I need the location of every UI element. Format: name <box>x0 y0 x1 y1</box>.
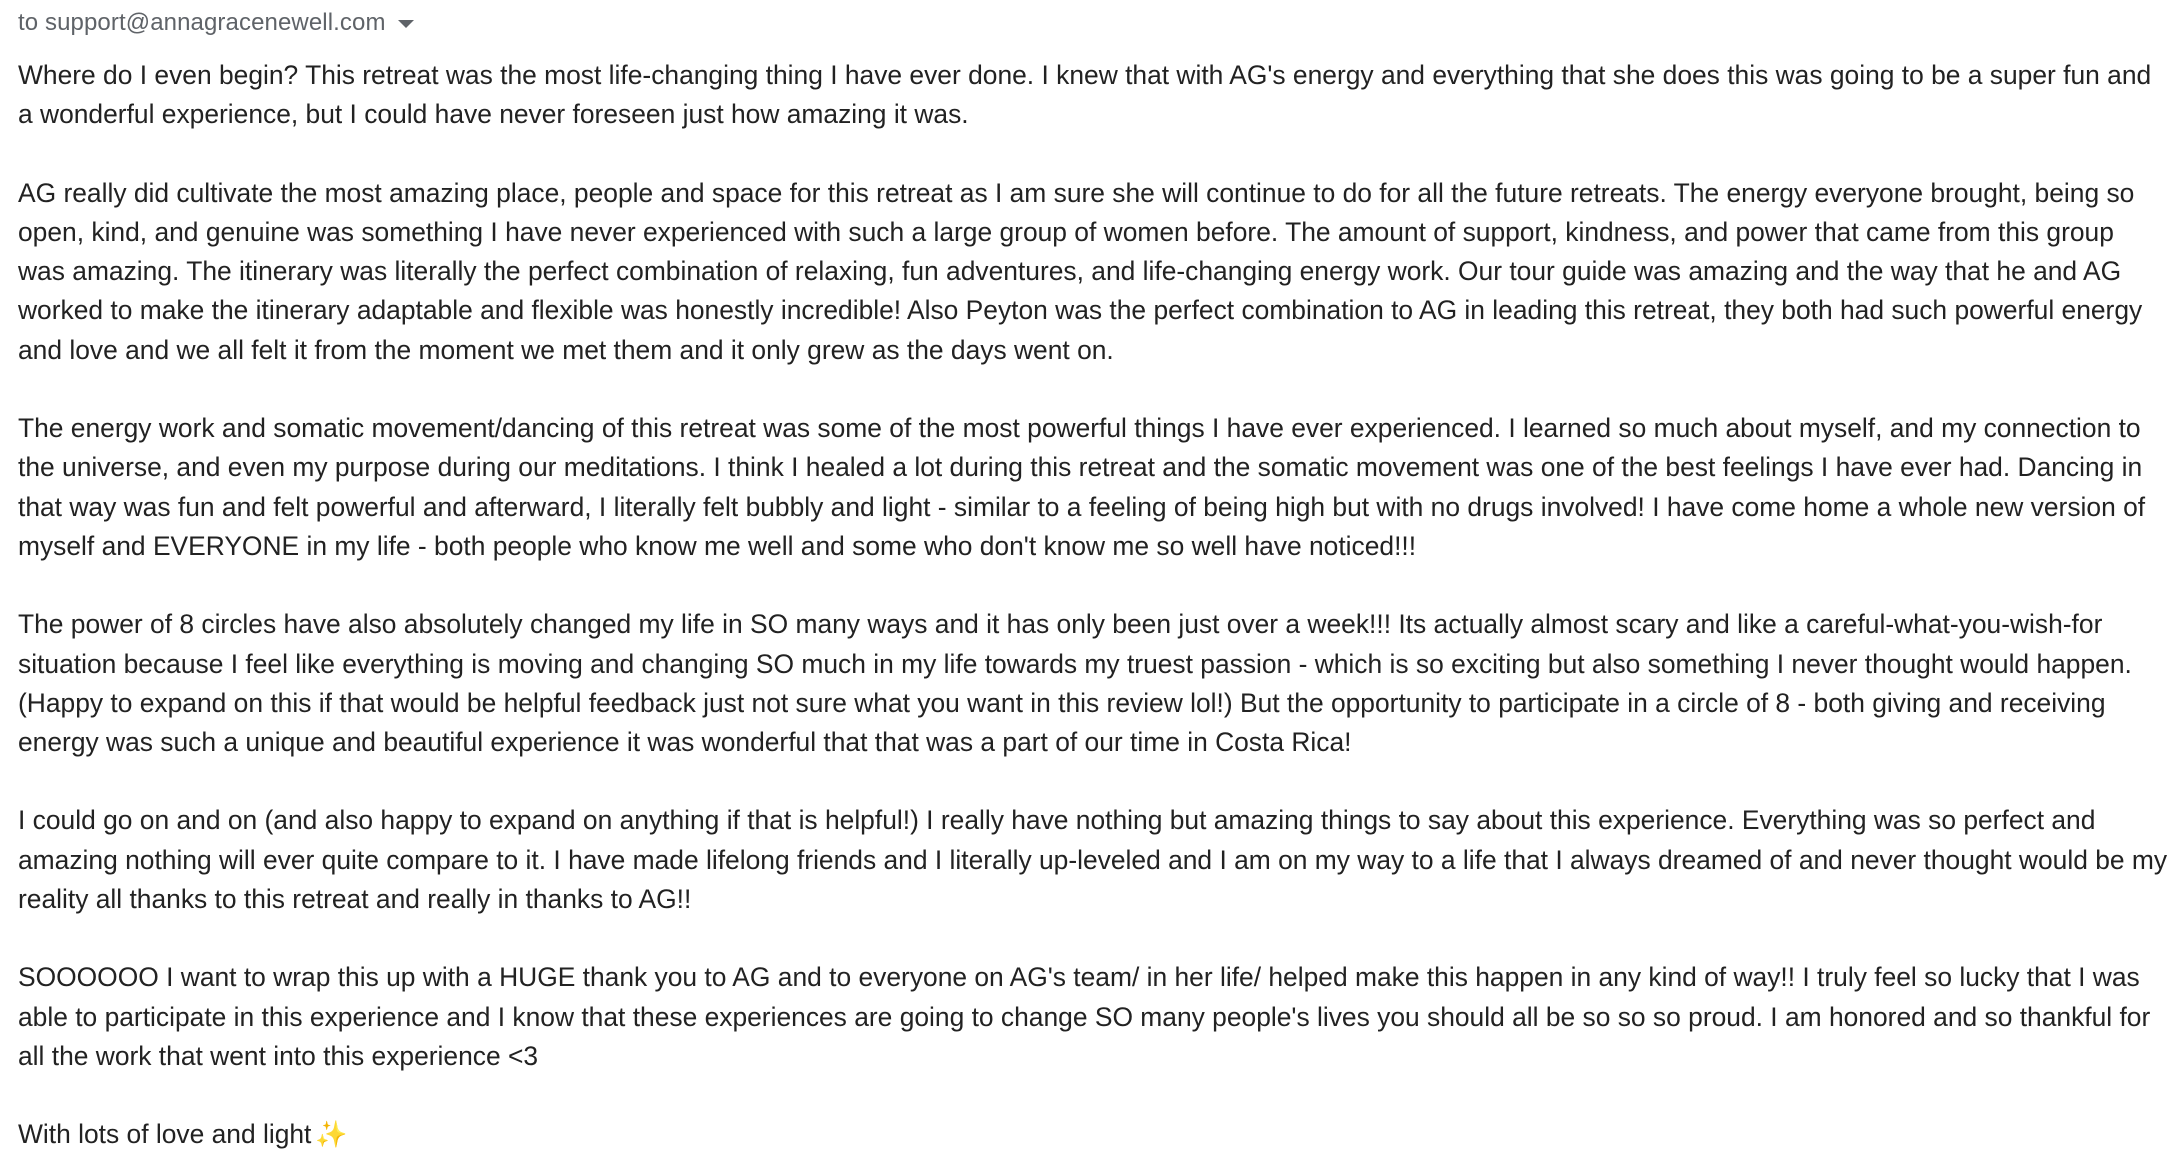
signoff-text: With lots of love and light <box>18 1119 312 1150</box>
chevron-down-icon[interactable] <box>398 20 414 28</box>
message-body <box>18 56 2168 1155</box>
body-paragraph-4: The power of 8 circles have also absolutely changed my life in SO many ways and it has only been just over a week!!! Its actually almost scary and like a careful-what-you-wish-for situation because I feel like everything is moving and changing SO much in my life towards my truest passion - which is so exciting but also something I never thought would happen. (Happy to expand on this if that would be helpful feedback just not sure what you want in this review lol!) But the opportunity to participate in a circle of 8 - both giving and receiving energy was such a unique and beautiful experience it was wonderful that that was a part of our time in Costa Rica! <box>18 609 2132 758</box>
body-paragraph-5: I could go on and on (and also happy to expand on anything if that is helpful!) I really have nothing but amazing things to say about this experience. Everything was so perfect and amazing nothing will ever quite compare to it. I have made lifelong friends and I literally up-leveled and I am on my way to a life that I always dreamed of and never thought would be my reality all thanks to this retreat and really in thanks to AG!! <box>18 805 2168 915</box>
body-paragraph-1: Where do I even begin? This retreat was the most life-changing thing I have ever done. I knew that with AG's energy and everything that she does this was going to be a super fun and a wonderful experience, but I could have never foreseen just how amazing it was. <box>18 60 2152 130</box>
recipient-address: to support@annagracenewell.com <box>18 9 386 36</box>
body-paragraph-3: The energy work and somatic movement/dancing of this retreat was some of the most powerful things I have ever experienced. I learned so much about myself, and my connection to the universe, and even my purpose during our meditations. I think I healed a lot during this retreat and the somatic movement was one of the best feelings I have ever had. Dancing in that way was fun and felt powerful and afterward, I literally felt bubbly and light - similar to a feeling of being high but with no drugs involved! I have come home a whole new version of myself and EVERYONE in my life - both people who know me well and some who don't know me so well have noticed!!! <box>18 413 2146 561</box>
recipient-details-toggle[interactable] <box>18 6 414 40</box>
signoff-line <box>18 1115 2168 1154</box>
body-paragraph-6: SOOOOOO I want to wrap this up with a HUGE thank you to AG and to everyone on AG's team/ in her life/ helped make this happen in any kind of way!! I truly feel so lucky that I was able to participate in this experience and I know that these experiences are going to change SO many people's lives you should all be so so so proud. I am honored and so thankful for all the work that went into this experience <3 <box>18 962 2151 1071</box>
sparkles-icon: ✨ <box>315 1119 348 1150</box>
body-paragraph-2: AG really did cultivate the most amazing place, people and space for this retreat as I am sure she will continue to do for all the future retreats. The energy everyone brought, being so open, kind, and genuine was something I have never experienced with such a large group of women before. The amount of support, kindness, and power that came from this group was amazing. The itinerary was literally the perfect combination of relaxing, fun adventures, and life-changing energy work. Our tour guide was amazing and the way that he and AG worked to make the itinerary adaptable and flexible was honestly incredible! Also Peyton was the perfect combination to AG in leading this retreat, they both had such powerful energy and love and we all felt it from the moment we met them and it only grew as the days went on. <box>18 177 2143 365</box>
